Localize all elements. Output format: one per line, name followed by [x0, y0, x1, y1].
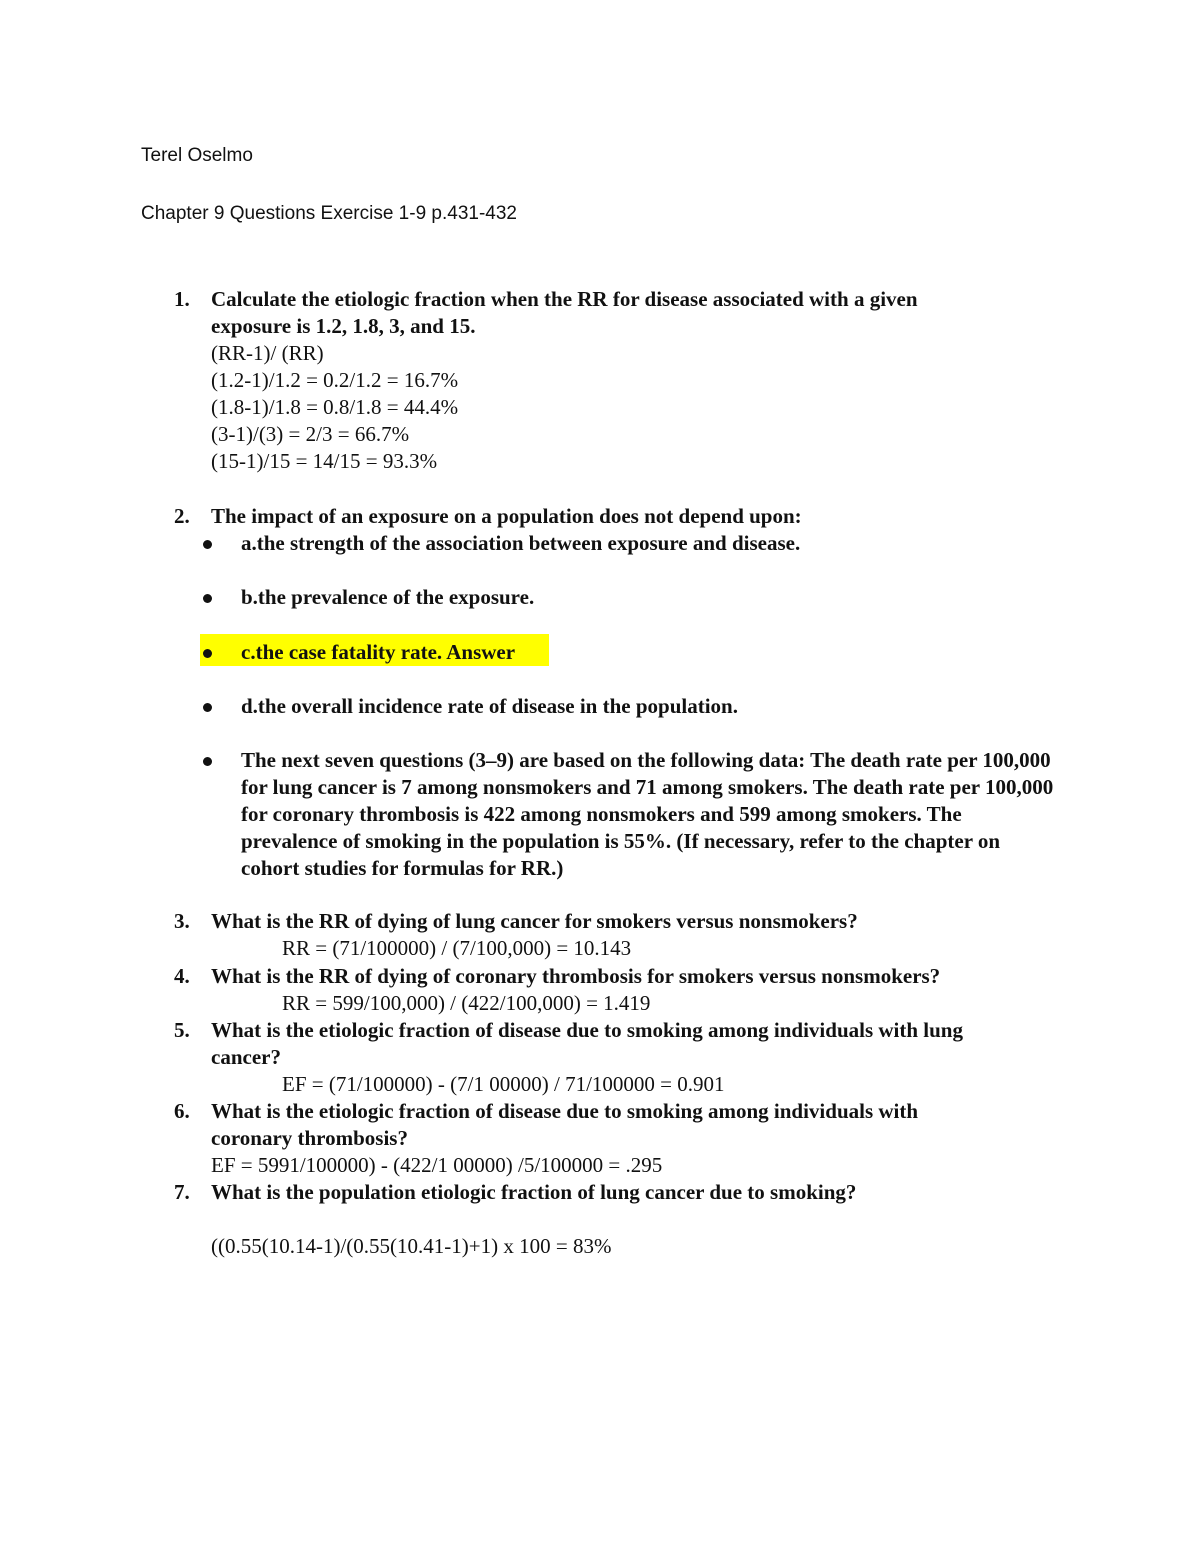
- q2-prompt: The impact of an exposure on a population does not depend upon:: [211, 504, 802, 528]
- q5-prompt-line2: cancer?: [211, 1045, 281, 1069]
- q4-prompt: What is the RR of dying of coronary thrombosis for smokers versus nonsmokers?: [211, 964, 941, 988]
- q6-prompt-line1: What is the etiologic fraction of disease due to smoking among individuals with: [211, 1099, 919, 1123]
- q4-number: 4.: [174, 964, 190, 988]
- q2-number: 2.: [174, 504, 190, 528]
- q1-work-line: (15-1)/15 = 14/15 = 93.3%: [211, 449, 438, 473]
- q7-answer: ((0.55(10.14-1)/(0.55(10.41-1)+1) x 100 = 83%: [211, 1234, 612, 1258]
- data-note: The next seven questions (3–9) are based on the following data: The death rate per 100,000 for lung cancer is 7 among nonsmokers and 71 among smokers. The death rate per 100,000 for coronary thrombosis is 422 among nonsmokers and 599 among smokers. The prevalence of smoking in the population is 55%. (If necessary, refer to the chapter on cohort studies for formulas for RR.): [241, 748, 1054, 880]
- q5-prompt-line1: What is the etiologic fraction of disease due to smoking among individuals with lung: [211, 1018, 963, 1042]
- bullet-icon: [203, 703, 212, 712]
- q3-prompt: What is the RR of dying of lung cancer for smokers versus nonsmokers?: [211, 909, 858, 933]
- q3-number: 3.: [174, 909, 190, 933]
- q1-prompt-line1: Calculate the etiologic fraction when the RR for disease associated with a given: [211, 287, 918, 311]
- q1-work-line: (RR-1)/ (RR): [211, 341, 324, 365]
- q1-work-line: (1.2-1)/1.2 = 0.2/1.2 = 16.7%: [211, 368, 459, 392]
- bullet-icon: [203, 594, 212, 603]
- bullet-icon: [203, 757, 212, 766]
- q1-work-line: (1.8-1)/1.8 = 0.8/1.8 = 44.4%: [211, 395, 459, 419]
- bullet-icon: [203, 649, 212, 658]
- q6-number: 6.: [174, 1099, 190, 1123]
- q7-number: 7.: [174, 1180, 190, 1204]
- q3-answer: RR = (71/100000) / (7/100,000) = 10.143: [282, 936, 632, 960]
- q4-answer: RR = 599/100,000) / (422/100,000) = 1.419: [282, 991, 651, 1015]
- bullet-icon: [203, 540, 212, 549]
- q1-number: 1.: [174, 287, 190, 311]
- q2-option-c-answer: c.the case fatality rate. Answer: [241, 640, 516, 664]
- q5-answer: EF = (71/100000) - (7/1 00000) / 71/100000 = 0.901: [282, 1072, 725, 1096]
- q6-answer: EF = 5991/100000) - (422/1 00000) /5/100000 = .295: [211, 1153, 663, 1177]
- document-title: Chapter 9 Questions Exercise 1-9 p.431-432: [141, 203, 517, 224]
- author-name: Terel Oselmo: [141, 145, 253, 166]
- q1-prompt-line2: exposure is 1.2, 1.8, 3, and 15.: [211, 314, 476, 338]
- q2-option-d: d.the overall incidence rate of disease in the population.: [241, 694, 738, 718]
- q2-option-b: b.the prevalence of the exposure.: [241, 585, 535, 609]
- q1-work-line: (3-1)/(3) = 2/3 = 66.7%: [211, 422, 410, 446]
- q6-prompt-line2: coronary thrombosis?: [211, 1126, 408, 1150]
- q7-prompt: What is the population etiologic fraction of lung cancer due to smoking?: [211, 1180, 857, 1204]
- q2-option-a: a.the strength of the association between exposure and disease.: [241, 531, 801, 555]
- q5-number: 5.: [174, 1018, 190, 1042]
